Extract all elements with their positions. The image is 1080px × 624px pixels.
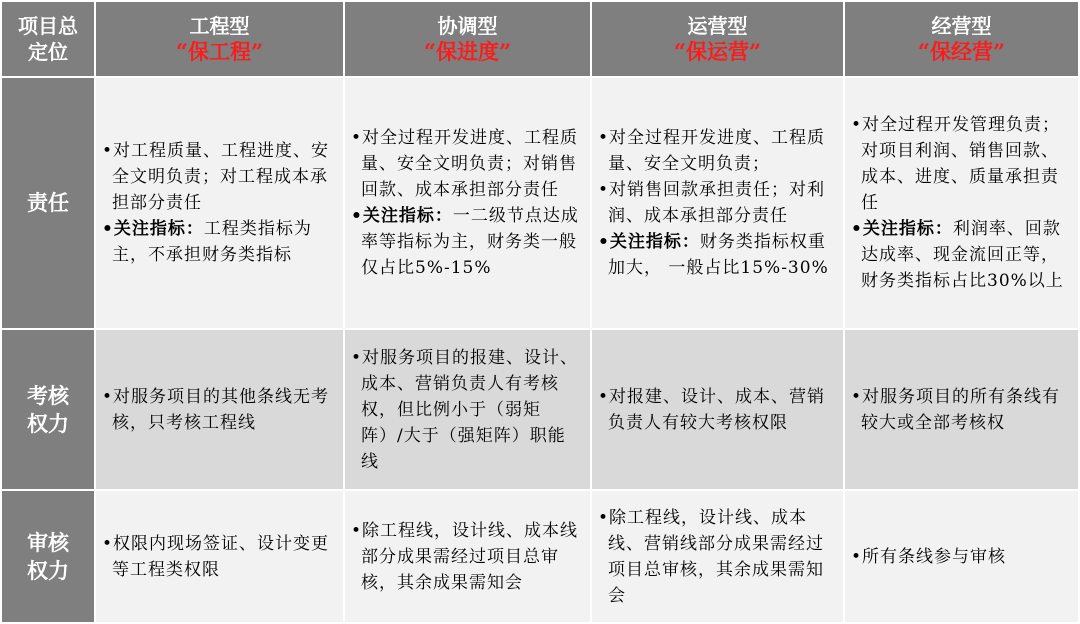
column-type: 协调型	[437, 14, 498, 39]
row-label-line: 权力	[27, 410, 69, 436]
bullet-item	[598, 229, 835, 281]
table-cell	[845, 491, 1078, 622]
bullet-key: •关注指标：	[351, 206, 453, 227]
column-type: 经营型	[931, 14, 992, 39]
bullet-text: •除工程线，设计线、成本线、营销线部分成果需经过项目总审核，其余成果需知会	[598, 507, 824, 606]
bullet-text: •所有条线参与审核	[851, 546, 1007, 567]
column-type: 运营型	[687, 14, 748, 39]
column-header-business	[845, 2, 1078, 76]
corner-line-1: 项目总	[18, 14, 78, 39]
column-header-operation	[592, 2, 843, 76]
bullet-item	[102, 138, 335, 216]
bullet-item	[598, 177, 835, 229]
column-slogan: “保运营”	[673, 39, 762, 65]
bullet-text: •对销售回款承担责任；对利润、成本承担部分责任	[598, 180, 826, 227]
column-slogan: “保工程”	[175, 39, 264, 65]
bullet-item	[351, 203, 582, 281]
bullet-item	[598, 384, 835, 436]
bullet-item	[102, 531, 335, 583]
bullet-item	[102, 216, 335, 268]
column-type: 工程型	[189, 14, 250, 39]
table-row	[2, 491, 1078, 622]
table-cell	[96, 491, 343, 622]
bullet-text: •对服务项目的其他条线无考核，只考核工程线	[102, 386, 330, 433]
bullet-item	[598, 505, 835, 609]
column-slogan: “保经营”	[917, 39, 1006, 65]
column-header-coordination	[345, 2, 590, 76]
header-row	[2, 2, 1078, 76]
bullet-text: •除工程线，设计线、成本线部分成果需经过项目总审核，其余成果需知会	[351, 520, 579, 593]
corner-line-2: 定位	[28, 40, 68, 65]
table-cell	[345, 491, 590, 622]
bullet-item	[598, 125, 835, 177]
bullet-item	[351, 345, 582, 475]
table-row	[2, 330, 1078, 489]
corner-header	[2, 2, 94, 76]
row-label-responsibility	[2, 78, 94, 328]
table-cell	[592, 78, 843, 328]
table-cell	[845, 78, 1078, 328]
bullet-text: •对全过程开发进度、工程质量、安全文明负责；对销售回款、成本承担部分责任	[351, 128, 579, 201]
bullet-item	[351, 518, 582, 596]
table-cell	[96, 330, 343, 489]
row-label-assessment	[2, 330, 94, 489]
bullet-item	[102, 384, 335, 436]
bullet-key: •关注指标：	[598, 232, 700, 253]
table-cell	[845, 330, 1078, 489]
bullet-item	[851, 112, 1070, 216]
bullet-key: •关注指标：	[851, 219, 953, 240]
bullet-item	[851, 384, 1070, 436]
table-cell	[592, 330, 843, 489]
row-label-line: 考核	[27, 382, 69, 408]
table-cell	[96, 78, 343, 328]
row-label-line: 审核	[27, 529, 69, 555]
column-header-engineering	[96, 2, 343, 76]
row-label-line: 责任	[27, 190, 69, 216]
row-label-line: 权力	[27, 557, 69, 583]
table-row	[2, 78, 1078, 328]
bullet-text: •权限内现场签证、设计变更等工程类权限	[102, 533, 330, 580]
bullet-text: 工程类指标为主，不承担财务类指标	[112, 219, 312, 266]
bullet-text: 一二级节点达成率等指标为主，财务类一般仅占比5%-15%	[361, 206, 579, 279]
bullet-text: •对报建、设计、成本、营销负责人有较大考核权限	[598, 386, 826, 433]
table-cell	[592, 491, 843, 622]
column-slogan: “保进度”	[423, 39, 512, 65]
bullet-text: 利润率、回款达成率、现金流回正等，财务类指标占比30%以上	[861, 219, 1064, 292]
bullet-text: •对全过程开发进度、工程质量、安全文明负责；	[598, 128, 826, 175]
bullet-item	[351, 125, 582, 203]
table-cell	[345, 78, 590, 328]
bullet-text: •对服务项目的所有条线有较大或全部考核权	[851, 386, 1061, 433]
bullet-text: •对工程质量、工程进度、安全文明负责；对工程成本承担部分责任	[102, 141, 330, 214]
bullet-item	[851, 544, 1070, 570]
bullet-key: •关注指标：	[102, 219, 204, 240]
bullet-text: •对全过程开发管理负责；对项目利润、销售回款、成本、进度、质量承担责任	[851, 115, 1061, 214]
table-cell	[345, 330, 590, 489]
bullet-text: 财务类指标权重加大， 一般占比15%-30%	[608, 232, 829, 279]
bullet-item	[851, 216, 1070, 294]
bullet-text: •对服务项目的报建、设计、成本、营销负责人有考核权，但比例小于（弱矩阵）/大于（强矩阵）职能线	[351, 347, 579, 472]
row-label-review	[2, 491, 94, 622]
